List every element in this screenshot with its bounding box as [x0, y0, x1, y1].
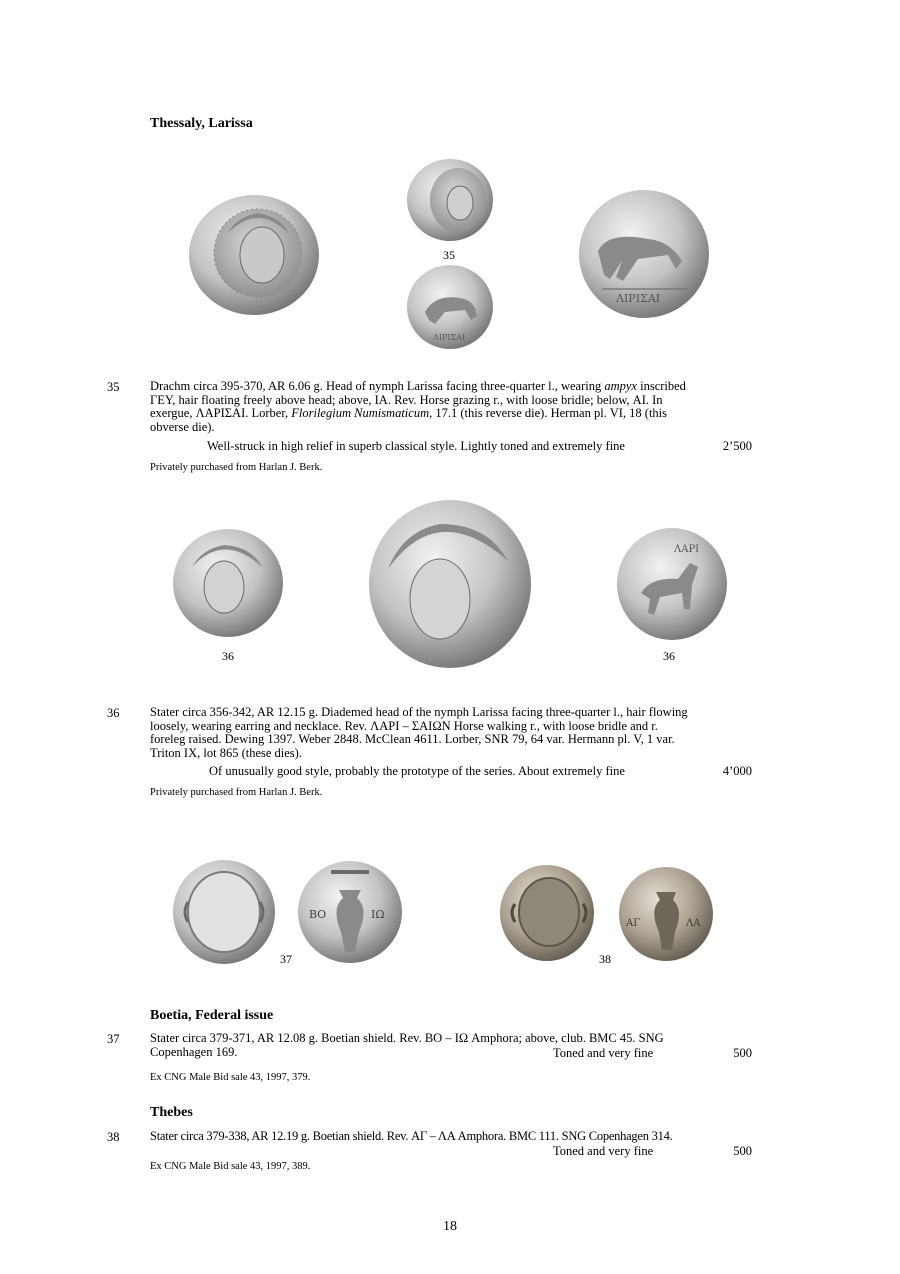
coin-38-legend-right: ΛΑ	[686, 918, 701, 929]
lot-38-number: 38	[107, 1130, 120, 1144]
coin-37-caption: 37	[280, 952, 292, 966]
coin-38-reverse-image	[618, 866, 714, 962]
coin-36-legend: ΛΑΡΙ	[674, 544, 700, 555]
lot-35-line-3	[150, 407, 752, 421]
lot-35-line-1	[150, 380, 752, 394]
coin-35-large-obverse-image	[188, 193, 322, 317]
lot-37-description	[150, 1032, 752, 1059]
lot-37-grade: Toned and very fine	[553, 1046, 654, 1060]
coin-38-caption: 38	[599, 952, 611, 966]
lot-36-line-4: Triton IX, lot 865 (these dies).	[150, 745, 302, 760]
coin-36-small-obverse-image	[172, 527, 284, 639]
coin-37-reverse-image	[297, 860, 403, 964]
coin-36-left-caption: 36	[222, 649, 234, 663]
coin-35-large-reverse-image	[578, 189, 712, 321]
lot-35-line-1-italic: ampyx	[604, 379, 637, 393]
section-heading-thessaly: Thessaly, Larissa	[150, 116, 253, 131]
coin-36-large-obverse-image	[368, 499, 532, 669]
coin-37-obverse-image	[172, 858, 276, 966]
lot-35-line-1-text: Drachm circa 395-370, AR 6.06 g. Head of nymph Larissa facing three-quarter l., wearing	[150, 379, 605, 393]
coin-35-caption: 35	[443, 248, 455, 262]
lot-38-description	[150, 1130, 752, 1144]
lot-37-price: 500	[733, 1046, 752, 1060]
lot-38-provenance: Ex CNG Male Bid sale 43, 1997, 389.	[150, 1161, 311, 1172]
page-number: 18	[443, 1219, 457, 1234]
lot-37-provenance: Ex CNG Male Bid sale 43, 1997, 379.	[150, 1072, 311, 1083]
lot-37-line-2: Copenhagen 169.	[150, 1044, 238, 1059]
lot-35-line-3-end: , 17.1 (this reverse die). Herman pl. VI, 18 (this	[429, 406, 668, 420]
lot-38-grade: Toned and very fine	[553, 1144, 654, 1158]
lot-35-line-3-text: exergue, ΛΑΡΙΣΑΙ. Lorber,	[150, 406, 292, 420]
lot-35-line-3-italic: Florilegium Numismaticum	[291, 406, 430, 420]
lot-36-provenance: Privately purchased from Harlan J. Berk.	[150, 787, 323, 798]
coin-38-obverse-image	[499, 864, 595, 962]
coin-35-exergue-legend: ΛΙΡΙΣΑΙ	[616, 292, 661, 305]
lot-38-price: 500	[733, 1144, 752, 1158]
lot-36-number: 36	[107, 706, 120, 720]
coin-37-legend-right: ΙΩ	[371, 908, 385, 921]
coin-35-small-reverse-image	[405, 264, 493, 350]
lot-35-line-2: ΓΕΥ, hair floating freely above head; above, ΙΑ. Rev. Horse grazing r., with loose bridle; below, ΑΙ. In	[150, 392, 663, 407]
section-heading-boetia: Boetia, Federal issue	[150, 1008, 274, 1023]
lot-36-line-3: foreleg raised. Dewing 1397. Weber 2848. McClean 4611. Lorber, SNR 79, 64 var. Hermann pl. V, 1 var.	[150, 732, 675, 746]
svg-text:ΛΙΡΙΣΑΙ: ΛΙΡΙΣΑΙ	[433, 333, 466, 342]
lot-36-line-1: Stater circa 356-342, AR 12.15 g. Diademed head of the nymph Larissa facing three-quarter l., hair flowing	[150, 705, 688, 719]
lot-35-line-4: obverse die).	[150, 419, 215, 434]
lot-35-line-1-end: inscribed	[636, 379, 686, 393]
lot-35-grade: Well-struck in high relief in superb classical style. Lightly toned and extremely fine	[207, 439, 625, 453]
coin-36-reverse-image	[616, 527, 728, 641]
lot-37-number: 37	[107, 1032, 120, 1046]
lot-35-provenance: Privately purchased from Harlan J. Berk.	[150, 462, 323, 473]
coin-36-right-caption: 36	[663, 649, 675, 663]
lot-35-price: 2’500	[722, 439, 752, 453]
lot-37-line-1: Stater circa 379-371, AR 12.08 g. Boetian shield. Rev. ΒΟ – ΙΩ Amphora; above, club. BMC 45. SNG	[150, 1031, 664, 1045]
lot-36-description	[150, 706, 752, 760]
coin-37-legend-left: ΒΟ	[309, 908, 327, 921]
lot-36-price: 4’000	[722, 764, 752, 778]
lot-38-line-1: Stater circa 379-338, AR 12.19 g. Boetian shield. Rev. ΑΓ – ΛΑ Amphora. BMC 111. SNG Copenhagen 314.	[150, 1129, 673, 1143]
lot-36-line-2: loosely, wearing earring and necklace. Rev. ΛΑΡΙ – ΣΑΙΩΝ Horse walking r., with loose bridle and r.	[150, 718, 658, 733]
lot-35-number: 35	[107, 380, 120, 394]
section-heading-thebes: Thebes	[150, 1105, 193, 1120]
coin-35-small-obverse-image	[406, 158, 494, 242]
coin-38-legend-left: ΑΓ	[626, 918, 641, 929]
lot-35-description	[150, 380, 752, 434]
lot-36-grade: Of unusually good style, probably the prototype of the series. About extremely fine	[209, 764, 625, 778]
